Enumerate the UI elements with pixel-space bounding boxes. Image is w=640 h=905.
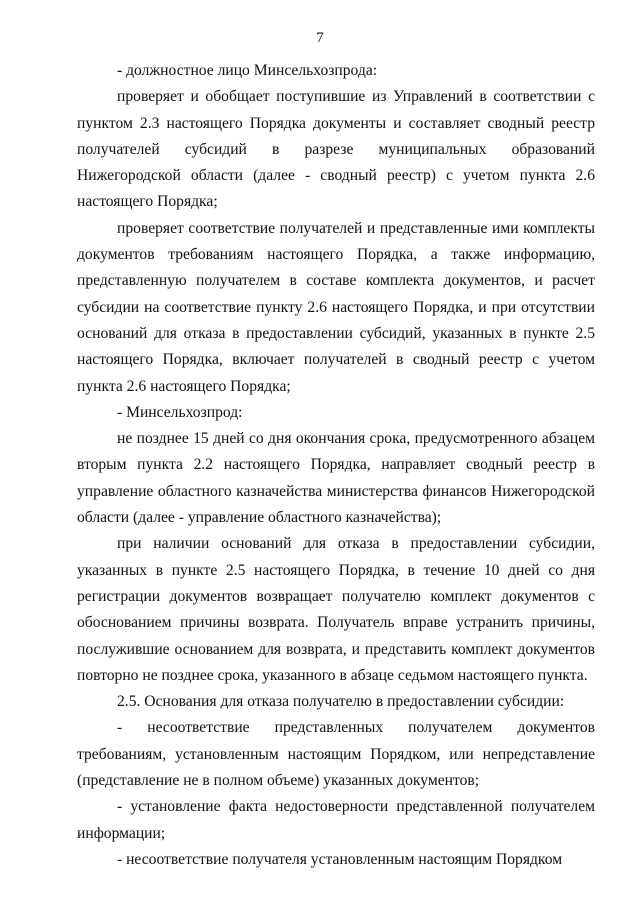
paragraph-section-2-5: 2.5. Основания для отказа получателю в предоставлении субсидии: [117,693,565,711]
paragraph-consolidated-register: проверяет и обобщает поступившие из Управлений в соответствии с пунктом 2.3 настоящего Порядка документы и составляет сводный реестр получателей субсидий в разрезе муниципальных образований Нижегородской области (далее - сводный реестр) с учетом пункта 2.6 настоящего Порядка; [77,88,595,211]
paragraph-submission-deadline: не позднее 15 дней со дня окончания срока, предусмотренного абзацем вторым пункта 2.2 настоящего Порядка, направляет сводный реестр в управление областного казначейства министерства финансов Нижегородской области (далее - управление областного казначейства); [77,430,595,527]
paragraph-refusal-return: при наличии оснований для отказа в предоставлении субсидии, указанных в пункте 2.5 настоящего Порядка, в течение 10 дней со дня регистрации документов возвращает получателю комплект документов с обоснованием причины возврата. Получатель вправе устранить причины, послужившие основанием для возврата, и представить комплект документов повторно не позднее срока, указанного в абзаце седьмом настоящего пункта. [77,535,595,684]
paragraph-ministry-heading: - Минсельхозпрод: [117,403,243,421]
paragraph-false-information: - установление факта недостоверности представленной получателем информации; [77,798,595,842]
document-body [77,58,595,873]
page-number: 7 [316,30,324,46]
paragraph-recipient-mismatch: - несоответствие получателя установленным настоящим Порядком [117,850,563,868]
paragraph-document-mismatch: - несоответствие представленных получателем документов требованиям, установленным настоящим Порядком, или непредставление (представление не в полном объеме) указанных документов; [77,719,595,790]
paragraph-compliance-check: проверяет соответствие получателей и представленные ими комплекты документов требованиям настоящего Порядка, а также информацию, представленную получателем в составе комплекта документов, и расчет субсидии на соответствие пункту 2.6 настоящего Порядка, и при отсутствии оснований для отказа в предоставлении субсидий, указанных в пункте 2.5 настоящего Порядка, включает получателей в сводный реестр с учетом пункта 2.6 настоящего Порядка; [77,219,595,395]
paragraph-official-heading: - должностное лицо Минсельхозпрода: [117,62,378,79]
